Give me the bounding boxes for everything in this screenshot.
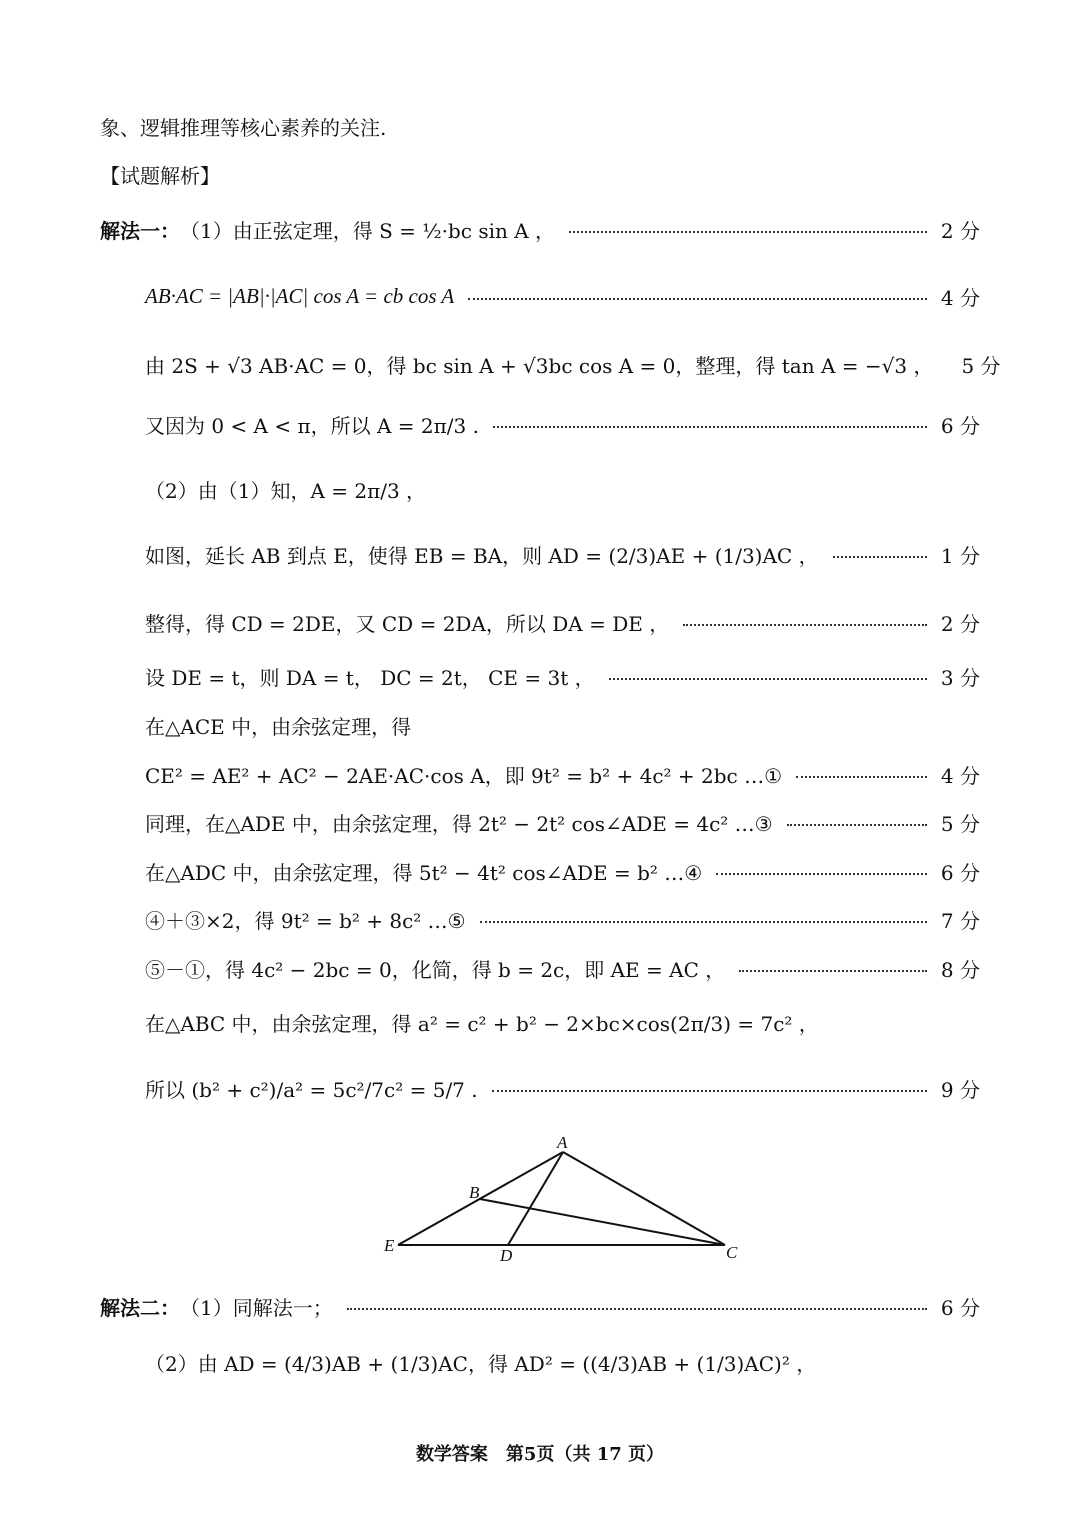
method1-line-15: 在△ABC 中，由余弦定理，得 a² = c² + b² − 2×bc×cos(2π/3) = 7c² ， [145, 1012, 819, 1036]
intro-line: 象、逻辑推理等核心素养的关注. [100, 116, 387, 140]
line-text: （1）由正弦定理，得 S = ½·bc sin A ， [180, 219, 556, 243]
method1-line-10: CE² = AE² + AC² − 2AE·AC·cos A，即 9t² = b² + 4c² + 2bc …① 4 分 [145, 764, 980, 788]
edge-BC [480, 1199, 725, 1245]
points: 2 分 [940, 219, 980, 243]
method1-line-3: 由 2S + √3 AB·AC = 0，得 bc sin A + √3bc cos A = 0，整理，得 tan A = −√3 ， 5 分 [145, 354, 1001, 378]
label-D: D [500, 1246, 513, 1265]
label-E: E [384, 1236, 395, 1255]
method2-line-2: （2）由 AD = (4/3)AB + (1/3)AC，得 AD² = ((4/3)AB + (1/3)AC)² ， [145, 1352, 817, 1376]
method2-label: 解法二： [100, 1296, 180, 1320]
method1-line-9: 在△ACE 中，由余弦定理，得 [145, 715, 412, 739]
method1-label: 解法一： [100, 219, 180, 243]
label-B: B [469, 1183, 480, 1202]
method1-line-6: 如图，延长 AB 到点 E，使得 EB = BA，则 AD = (2/3)AE + (1/3)AC ， 1 分 [145, 544, 980, 568]
method1-line-4: 又因为 0 < A < π，所以 A = 2π/3 . 6 分 [145, 414, 980, 438]
method1-line-8: 设 DE = t，则 DA = t， DC = 2t， CE = 3t ， 3 分 [145, 666, 980, 690]
page-footer: 数学答案 第5页（共 17 页） [415, 1444, 665, 1465]
method1-line-5: （2）由（1）知，A = 2π/3 ， [145, 479, 427, 503]
method2-line-1: 解法二： （1）同解法一； 6 分 [100, 1292, 980, 1321]
section-header: 【试题解析】 [100, 164, 220, 188]
method1-line-12: 在△ADC 中，由余弦定理，得 5t² − 4t² cos∠ADE = b² …④ 6 分 [145, 861, 980, 885]
label-A: A [557, 1133, 568, 1152]
method1-line-1 [100, 215, 980, 244]
edge-AD [508, 1152, 563, 1245]
method1-line-13: ④＋③×2，得 9t² = b² + 8c² …⑤ 7 分 [145, 909, 980, 933]
edge-AC [563, 1152, 725, 1245]
method1-line-7: 整得，得 CD = 2DE，又 CD = 2DA，所以 DA = DE ， 2 分 [145, 612, 980, 636]
method1-line-11: 同理，在△ADE 中，由余弦定理，得 2t² − 2t² cos∠ADE = 4c² …③ 5 分 [145, 812, 980, 836]
method1-line-14: ⑤－①，得 4c² − 2bc = 0，化简，得 b = 2c，即 AE = AC ， 8 分 [145, 958, 980, 982]
triangle-figure [370, 1130, 750, 1265]
method1-line-2: AB·AC = |AB|·|AC| cos A = cb cos A 4 分 [145, 284, 980, 310]
method1-line-16: 所以 (b² + c²)/a² = 5c²/7c² = 5/7 . 9 分 [145, 1078, 980, 1102]
label-C: C [726, 1243, 738, 1262]
leader-dots [569, 231, 927, 233]
